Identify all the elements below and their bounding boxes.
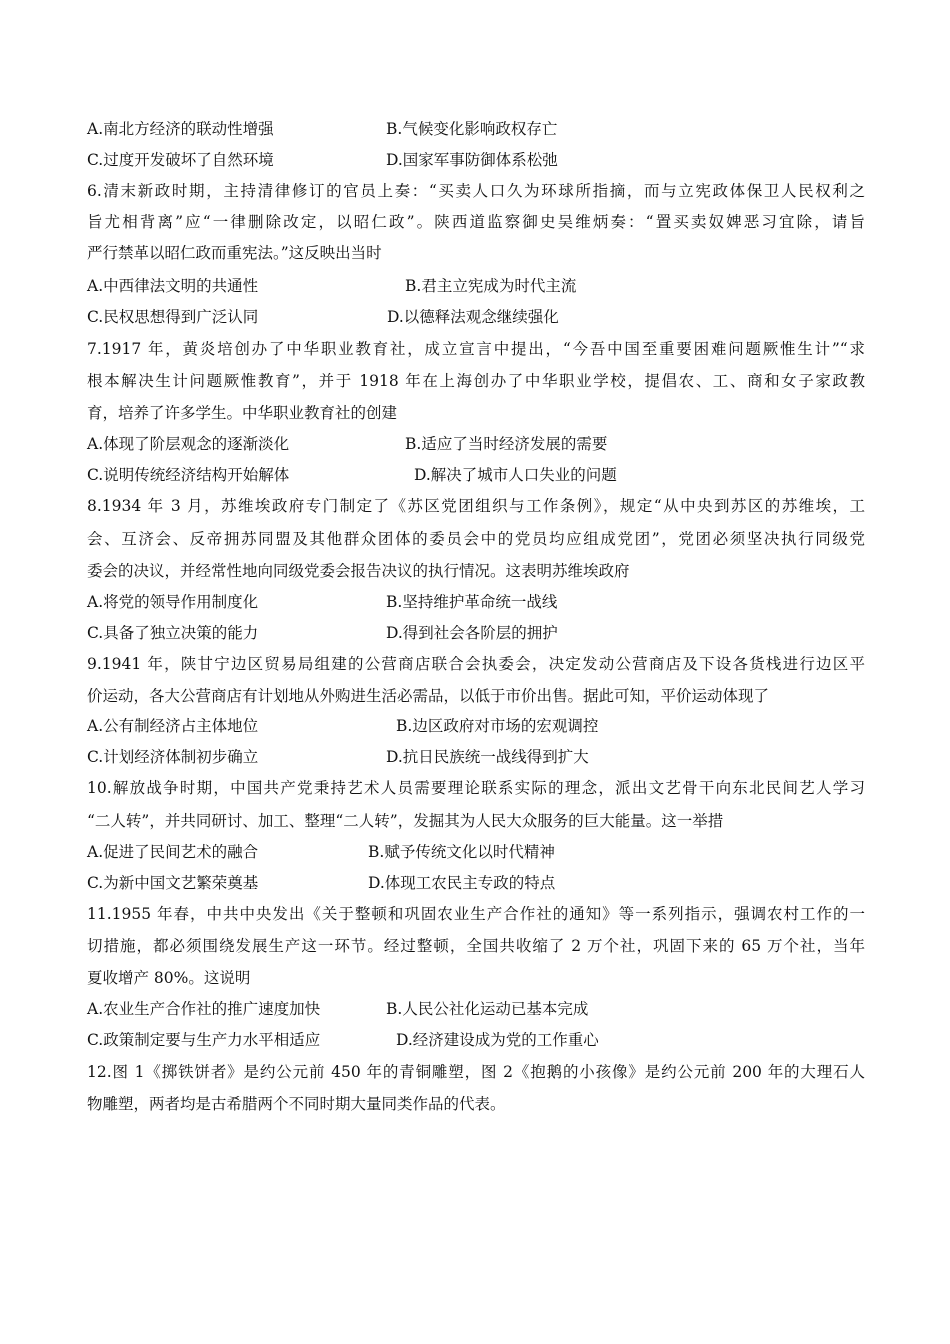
option-c: C.政策制定要与生产力水平相适应 <box>87 1031 321 1049</box>
option-a: A.将党的领导作用制度化 <box>87 593 259 611</box>
question-stem-line: 物雕塑，两者均是古希腊两个不同时期大量同类作品的代表。 <box>87 1095 506 1113</box>
option-a: A.中西律法文明的共通性 <box>87 277 259 295</box>
option-c: C.具备了独立决策的能力 <box>87 624 259 642</box>
question-stem-line: 旨尤相背离”应“一律删除改定，以昭仁政”。陕西道监察御史吴维炳奏：“置买卖奴婢恶习宜除，请旨 <box>87 213 865 231</box>
option-a: A.体现了阶层观念的逐渐淡化 <box>87 435 290 453</box>
option-a: A.农业生产合作社的推广速度加快 <box>87 1000 321 1018</box>
option-c: C.计划经济体制初步确立 <box>87 748 259 766</box>
question-stem-line: “二人转”，并共同研讨、加工、整理“二人转”，发掘其为人民大众服务的巨大能量。这一举措 <box>87 812 724 830</box>
option-d: D.经济建设成为党的工作重心 <box>396 1031 599 1049</box>
option-d: D.国家军事防御体系松弛 <box>386 151 558 169</box>
option-d: D.解决了城市人口失业的问题 <box>414 466 617 484</box>
option-d: D.以德释法观念继续强化 <box>387 308 559 326</box>
question-stem-line: 根本解决生计问题厥惟教育”，并于 1918 年在上海创办了中华职业学校，提倡农、工、商和女子家政教 <box>87 372 865 390</box>
question-stem-line: 夏收增产 80%。这说明 <box>87 969 251 987</box>
question-stem-line: 11.1955 年春，中共中央发出《关于整顿和巩固农业生产合作社的通知》等一系列指示，强调农村工作的一 <box>87 905 865 923</box>
option-c: C.为新中国文艺繁荣奠基 <box>87 874 259 892</box>
option-d: D.得到社会各阶层的拥护 <box>386 624 558 642</box>
question-stem-line: 会、互济会、反帝拥苏同盟及其他群众团体的委员会中的党员均应组成党团”，党团必须坚决执行同级党 <box>87 530 865 548</box>
question-stem-line: 12.图 1《掷铁饼者》是约公元前 450 年的青铜雕塑，图 2《抱鹅的小孩像》是约公元前 200 年的大理石人 <box>87 1063 865 1081</box>
question-stem-line: 7.1917 年，黄炎培创办了中华职业教育社，成立宣言中提出，“今吾中国至重要困难问题厥惟生计”“求 <box>87 340 865 358</box>
option-c: C.说明传统经济结构开始解体 <box>87 466 290 484</box>
question-stem-line: 8.1934 年 3 月，苏维埃政府专门制定了《苏区党团组织与工作条例》，规定“从中央到苏区的苏维埃，工 <box>87 497 865 515</box>
option-b: B.气候变化影响政权存亡 <box>386 120 558 138</box>
option-b: B.赋予传统文化以时代精神 <box>368 843 555 861</box>
question-stem-line: 切措施，都必须围绕发展生产这一环节。经过整顿，全国共收缩了 2 万个社，巩固下来的 65 万个社，当年 <box>87 937 865 955</box>
option-c: C.民权思想得到广泛认同 <box>87 308 259 326</box>
option-d: D.体现工农民主专政的特点 <box>368 874 556 892</box>
question-stem-line: 10.解放战争时期，中国共产党秉持艺术人员需要理论联系实际的理念，派出文艺骨干向东北民间艺人学习 <box>87 779 865 797</box>
question-stem-line: 委会的决议，并经常性地向同级党委会报告决议的执行情况。这表明苏维埃政府 <box>87 562 630 580</box>
option-d: D.抗日民族统一战线得到扩大 <box>386 748 589 766</box>
option-c: C.过度开发破坏了自然环境 <box>87 151 274 169</box>
question-stem-line: 育，培养了许多学生。中华职业教育社的创建 <box>87 404 398 422</box>
question-stem-line: 6.清末新政时期，主持清律修订的官员上奏：“买卖人口久为环球所指摘，而与立宪政体保卫人民权利之 <box>87 182 865 200</box>
option-a: A.促进了民间艺术的融合 <box>87 843 259 861</box>
option-a: A.公有制经济占主体地位 <box>87 717 259 735</box>
option-b: B.君主立宪成为时代主流 <box>405 277 577 295</box>
option-b: B.坚持维护革命统一战线 <box>386 593 558 611</box>
question-stem-line: 严行禁革以昭仁政而重宪法。”这反映出当时 <box>87 244 382 262</box>
question-stem-line: 9.1941 年，陕甘宁边区贸易局组建的公营商店联合会执委会，决定发动公营商店及下设各货栈进行边区平 <box>87 655 865 673</box>
question-stem-line: 价运动，各大公营商店有计划地从外购进生活必需品，以低于市价出售。据此可知，平价运动体现了 <box>87 687 770 705</box>
option-b: B.人民公社化运动已基本完成 <box>386 1000 589 1018</box>
option-b: B.适应了当时经济发展的需要 <box>405 435 608 453</box>
option-b: B.边区政府对市场的宏观调控 <box>396 717 599 735</box>
option-a: A.南北方经济的联动性增强 <box>87 120 274 138</box>
